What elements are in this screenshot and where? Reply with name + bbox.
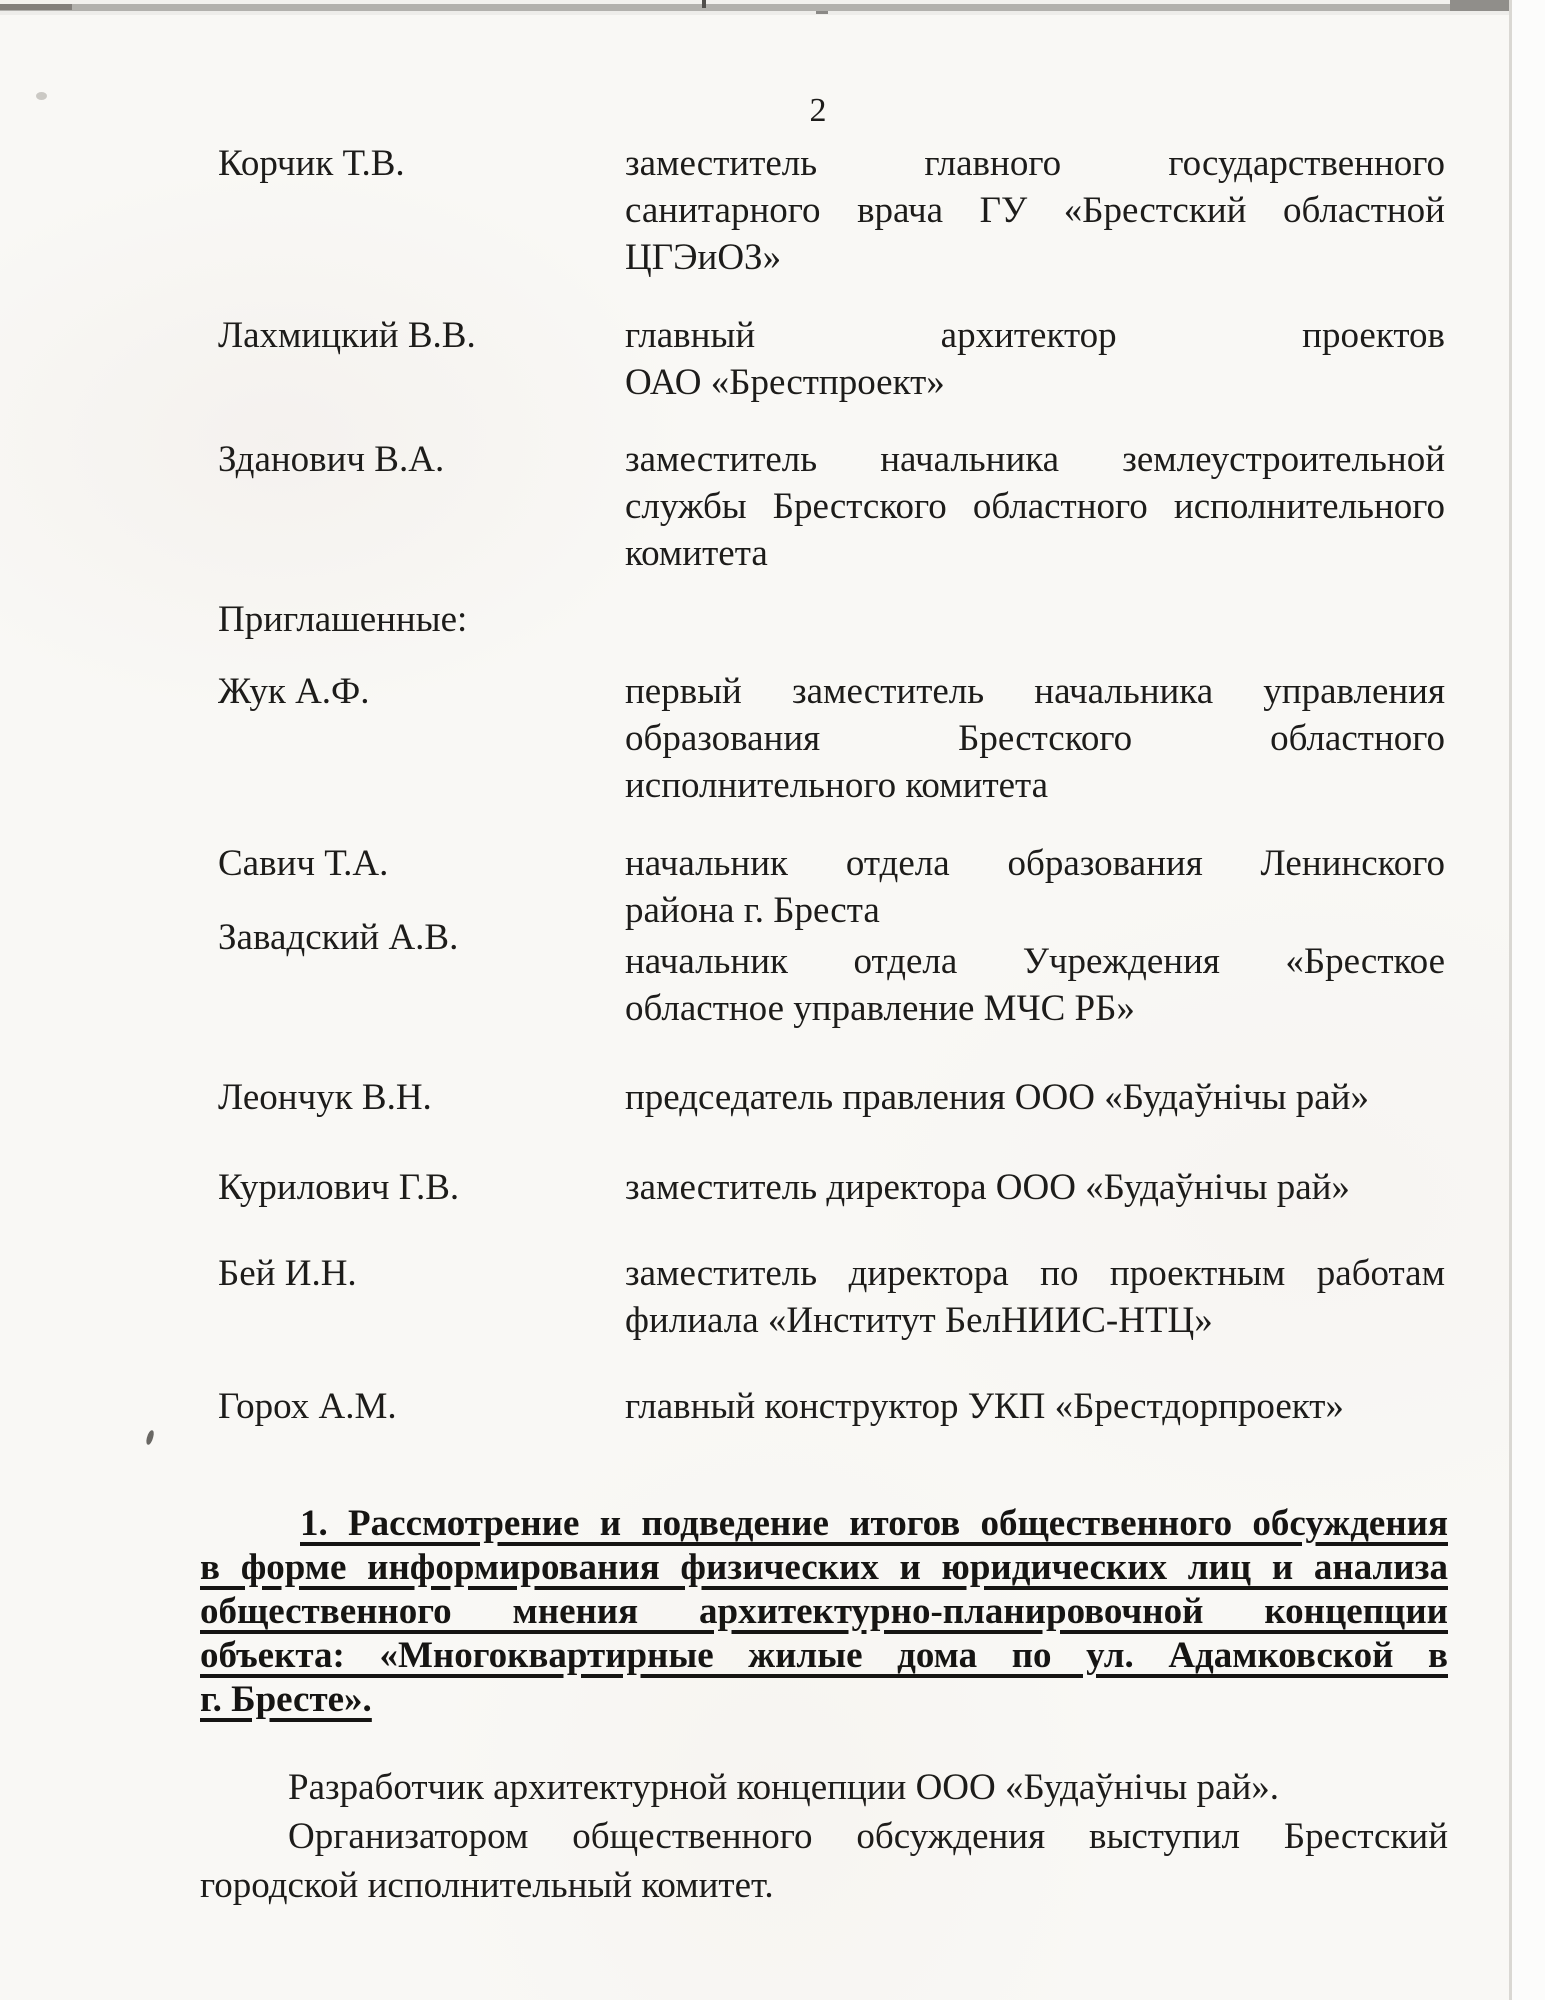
scan-speck-icon bbox=[36, 92, 47, 100]
table-row bbox=[218, 1164, 1445, 1211]
table-row bbox=[218, 917, 1445, 1032]
attendee-role-line: председатель правления ООО «Будаўнічы рай» bbox=[625, 1077, 1369, 1118]
attendee-role bbox=[625, 1383, 1445, 1430]
scan-speck-icon bbox=[145, 1429, 154, 1445]
table-row bbox=[218, 1383, 1445, 1430]
attendee-role-line: ЦГЭиОЗ» bbox=[625, 237, 782, 278]
body-paragraphs bbox=[200, 1763, 1448, 1910]
attendee-role-line: начальник отдела образования Ленинского bbox=[625, 843, 1445, 884]
section-heading bbox=[200, 1502, 1448, 1722]
attendee-name: Курилович Г.В. bbox=[218, 1167, 460, 1208]
attendee-name: Корчик Т.В. bbox=[218, 143, 405, 184]
attendee-role bbox=[625, 312, 1445, 406]
section-heading-line: в форме информирования физических и юридических лиц и анализа bbox=[200, 1547, 1448, 1588]
attendee-role bbox=[625, 1074, 1445, 1121]
attendee-role-line: ОАО «Брестпроект» bbox=[625, 362, 945, 403]
attendee-name: Лахмицкий В.В. bbox=[218, 315, 476, 356]
attendee-role-line: заместитель директора ООО «Будаўнічы рай» bbox=[625, 1167, 1350, 1208]
attendee-role bbox=[625, 1250, 1445, 1344]
attendee-role-line: заместитель директора по проектным работам bbox=[625, 1253, 1445, 1294]
attendee-name: Леончук В.Н. bbox=[218, 1077, 432, 1118]
attendee-role-line: главный конструктор УКП «Брестдорпроект» bbox=[625, 1386, 1344, 1427]
attendee-name: Савич Т.А. bbox=[218, 843, 389, 884]
table-row bbox=[218, 140, 1445, 281]
scan-top-edge bbox=[0, 0, 1545, 15]
attendee-role bbox=[625, 840, 1445, 934]
scan-mark-icon bbox=[702, 0, 706, 8]
attendee-role-line: главный архитектор проектов bbox=[625, 315, 1445, 356]
attendee-name: Горох А.М. bbox=[218, 1386, 397, 1427]
attendee-role bbox=[625, 1164, 1445, 1211]
table-row bbox=[218, 1074, 1445, 1121]
attendee-name: Завадский А.В. bbox=[218, 917, 459, 958]
invited-heading: Приглашенные: bbox=[218, 599, 468, 640]
paragraph-organizer-line: городской исполнительный комитет. bbox=[200, 1865, 774, 1906]
table-row bbox=[218, 312, 1445, 406]
section-heading-line: г. Бресте». bbox=[200, 1679, 372, 1720]
attendee-role-line: первый заместитель начальника управления bbox=[625, 671, 1445, 712]
attendee-role-line: областное управление МЧС РБ» bbox=[625, 988, 1135, 1029]
attendee-role-line: службы Брестского областного исполнительного bbox=[625, 486, 1445, 527]
attendee-role-line: исполнительного комитета bbox=[625, 765, 1049, 806]
section-heading-line: 1. Рассмотрение и подведение итогов общественного обсуждения bbox=[300, 1503, 1448, 1544]
attendee-role bbox=[625, 436, 1445, 577]
attendee-role bbox=[625, 140, 1445, 281]
table-row bbox=[218, 436, 1445, 577]
attendee-role-line: заместитель начальника землеустроительной bbox=[625, 439, 1445, 480]
attendee-name: Зданович В.А. bbox=[218, 439, 445, 480]
attendee-role bbox=[625, 668, 1445, 809]
attendee-role-line: комитета bbox=[625, 533, 768, 574]
attendee-name: Бей И.Н. bbox=[218, 1253, 357, 1294]
page-number: 2 bbox=[809, 92, 827, 129]
paragraph-organizer-line: Организатором общественного обсуждения выступил Брестский bbox=[288, 1816, 1448, 1857]
paragraph-developer: Разработчик архитектурной концепции ООО «Будаўнічы рай». bbox=[288, 1767, 1280, 1808]
attendee-role-line: санитарного врача ГУ «Брестский областной bbox=[625, 190, 1445, 231]
attendee-name: Жук А.Ф. bbox=[218, 671, 370, 712]
scan-mark-icon bbox=[816, 11, 828, 14]
paper-edge-line bbox=[1509, 0, 1512, 2000]
attendee-role-line: филиала «Институт БелНИИС-НТЦ» bbox=[625, 1300, 1213, 1341]
attendee-role-line: образования Брестского областного bbox=[625, 718, 1445, 759]
section-heading-line: объекта: «Многоквартирные жилые дома по ул. Адамковской в bbox=[200, 1635, 1448, 1676]
attendee-role-line: района г. Бреста bbox=[625, 890, 880, 931]
table-row bbox=[218, 1250, 1445, 1344]
attendee-role-line: заместитель главного государственного bbox=[625, 143, 1445, 184]
attendee-role bbox=[625, 938, 1445, 1032]
table-row bbox=[218, 668, 1445, 809]
attendee-role-line: начальник отдела Учреждения «Бресткое bbox=[625, 941, 1445, 982]
section-heading-line: общественного мнения архитектурно-планировочной концепции bbox=[200, 1591, 1448, 1632]
scanner-bed-strip bbox=[1512, 0, 1545, 2000]
